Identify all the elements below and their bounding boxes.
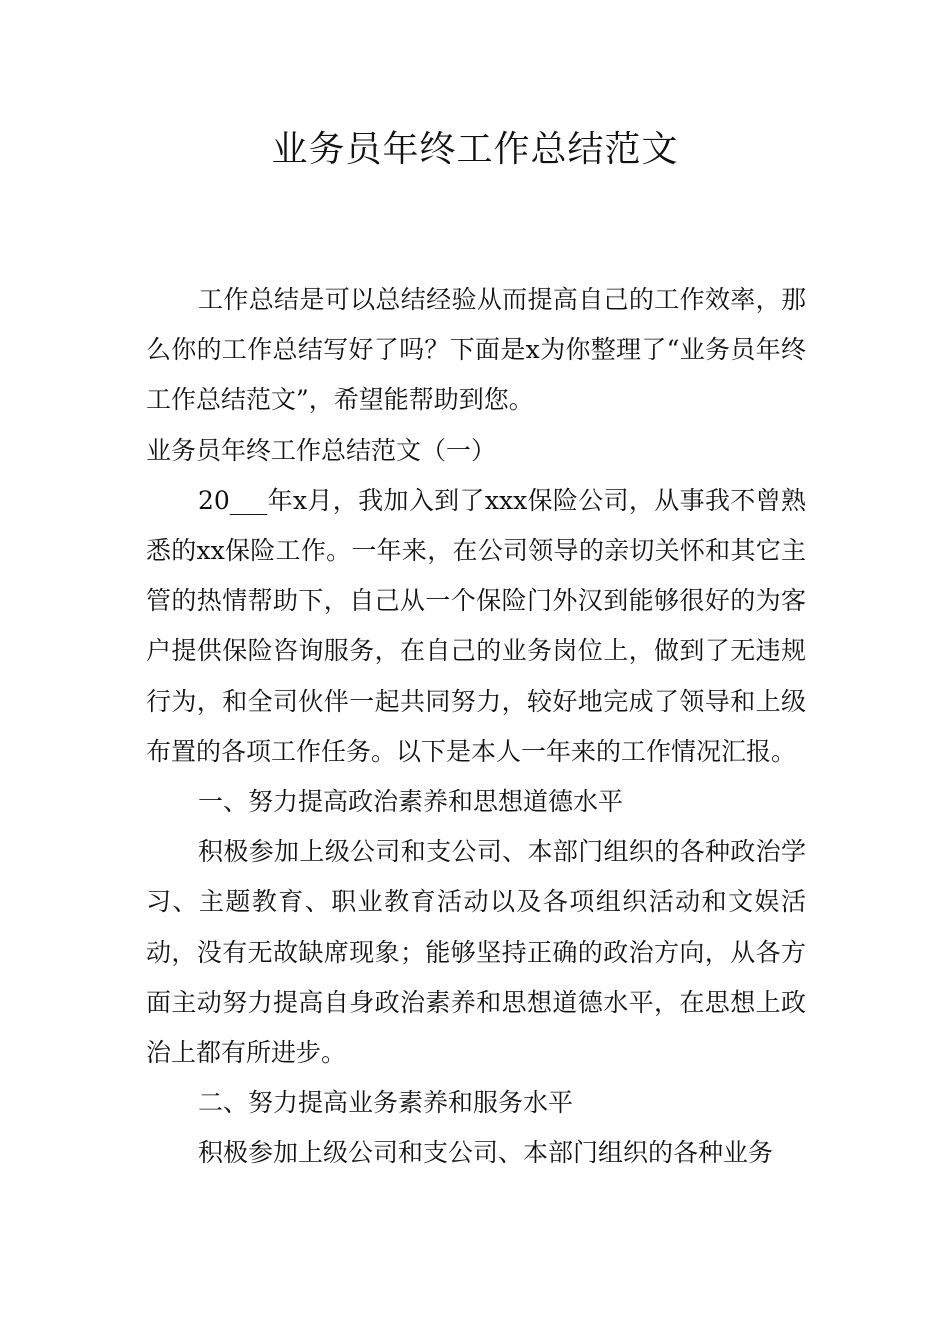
section-heading: 一、努力提高政治素养和思想道德水平 bbox=[198, 787, 624, 817]
document-title: 业务员年终工作总结范文 bbox=[271, 129, 679, 170]
document-body bbox=[146, 275, 806, 1179]
body-paragraph: 20___年x月，我加入到了xxx保险公司，从事我不曾熟悉的xx保险工作。一年来，在公司领导的亲切关怀和其它主管的热情帮助下，自己从一个保险门外汉到能够很好的为客户提供保险咨询服务，在自己的业务岗位上，做到了无违规行为，和全司伙伴一起共同努力，较好地完成了领导和上级布置的各项工作任务。以下是本人一年来的工作情况汇报。 bbox=[146, 485, 806, 766]
body-paragraph: 积极参加上级公司和支公司、本部门组织的各种业务 bbox=[198, 1138, 774, 1168]
section-subtitle: 业务员年终工作总结范文（一） bbox=[146, 435, 497, 465]
body-paragraph: 积极参加上级公司和支公司、本部门组织的各种政治学习、主题教育、职业教育活动以及各项组织活动和文娱活动，没有无故缺席现象；能够坚持正确的政治方向，从各方面主动努力提高自身政治素养和思想道德水平，在思想上政治上都有所进步。 bbox=[146, 837, 806, 1068]
section-heading: 二、努力提高业务素养和服务水平 bbox=[198, 1088, 574, 1118]
intro-paragraph: 工作总结是可以总结经验从而提高自己的工作效率，那么你的工作总结写好了吗？下面是x为你整理了“业务员年终工作总结范文”，希望能帮助到您。 bbox=[146, 285, 806, 415]
